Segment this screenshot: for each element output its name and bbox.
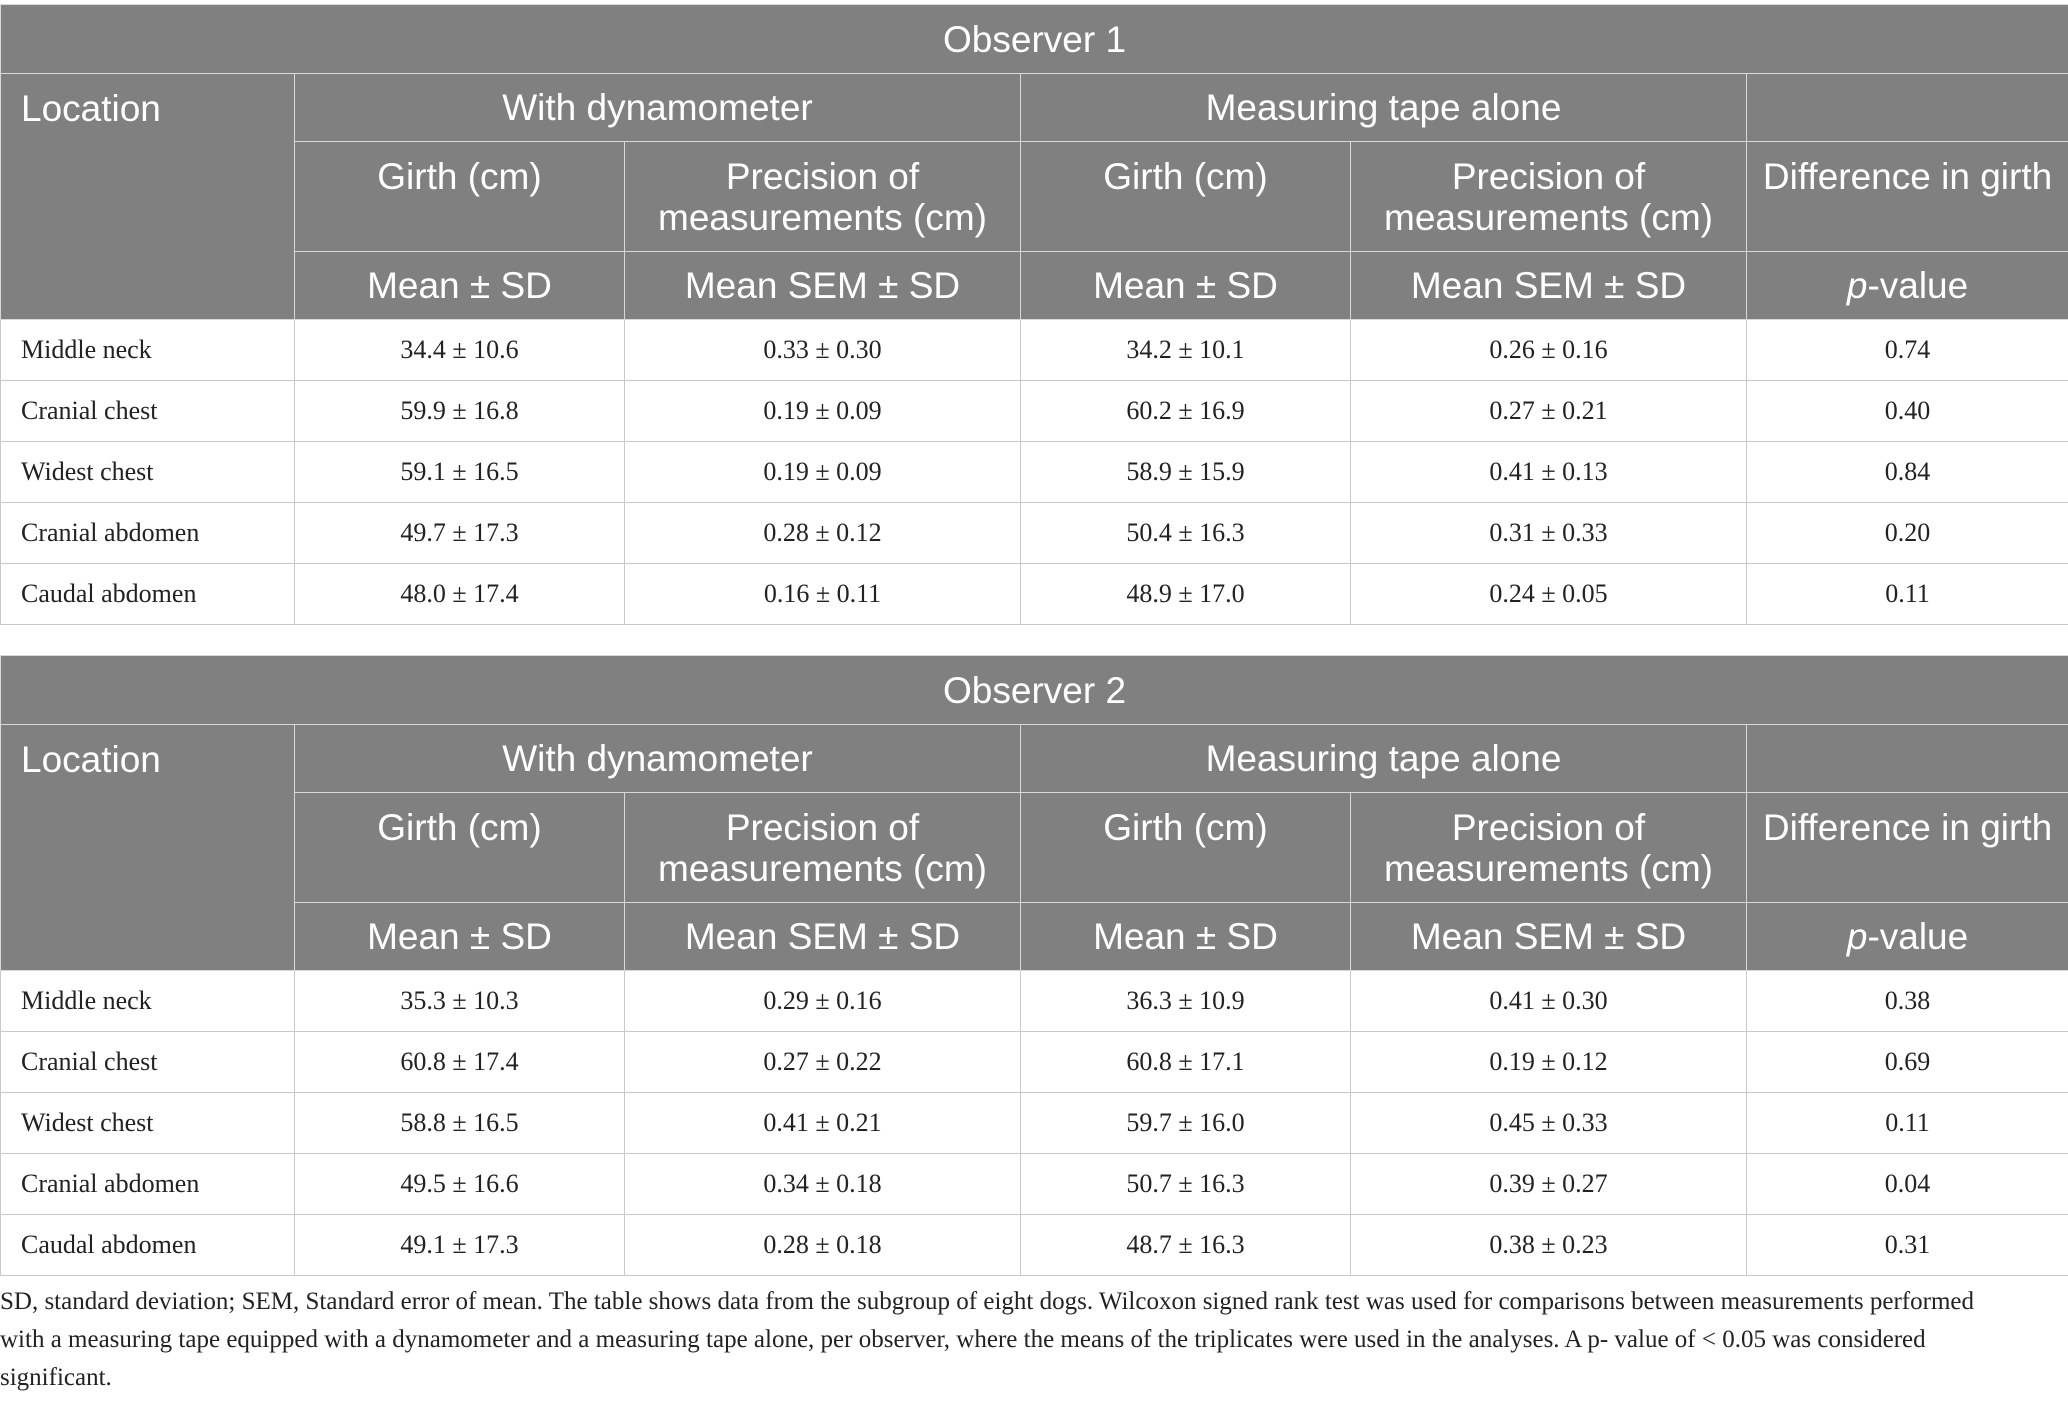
table-row xyxy=(1,1215,2068,1276)
p-value-cell: 0.38 xyxy=(1747,971,2068,1032)
dyn-precision-cell: 0.16 ± 0.11 xyxy=(625,564,1021,625)
p-value-cell: 0.20 xyxy=(1747,503,2068,564)
dyn-girth-cell: 48.0 ± 17.4 xyxy=(295,564,625,625)
mean-sem-sd-header: Mean SEM ± SD xyxy=(1351,252,1747,320)
dyn-girth-cell: 58.8 ± 16.5 xyxy=(295,1093,625,1154)
observer-1-table xyxy=(0,4,2068,625)
table-row xyxy=(1,503,2068,564)
mean-sd-header: Mean ± SD xyxy=(295,903,625,971)
tape-girth-cell: 60.8 ± 17.1 xyxy=(1021,1032,1351,1093)
tape-girth-cell: 34.2 ± 10.1 xyxy=(1021,320,1351,381)
p-value-cell: 0.04 xyxy=(1747,1154,2068,1215)
dyn-precision-cell: 0.41 ± 0.21 xyxy=(625,1093,1021,1154)
table-footnote: SD, standard deviation; SEM, Standard error of mean. The table shows data from the subgroup of eight dogs. Wilcoxon signed rank test was used for comparisons between measurements performed with a measuring tape equipped with a dynamometer and a measuring tape alone, per observer, where the means of the triplicates were used in the analyses. A p- value of < 0.05 was considered significant. xyxy=(0,1288,1974,1391)
mean-sem-sd-header: Mean SEM ± SD xyxy=(625,903,1021,971)
p-value-cell: 0.31 xyxy=(1747,1215,2068,1276)
mean-sem-sd-header: Mean SEM ± SD xyxy=(1351,903,1747,971)
girth-header: Girth (cm) xyxy=(1021,793,1351,903)
p-value-header xyxy=(1747,252,2068,320)
p-value-suffix: -value xyxy=(1867,916,1969,957)
tape-girth-cell: 59.7 ± 16.0 xyxy=(1021,1093,1351,1154)
p-italic: p xyxy=(1846,916,1868,957)
dyn-precision-cell: 0.28 ± 0.12 xyxy=(625,503,1021,564)
p-value-cell: 0.69 xyxy=(1747,1032,2068,1093)
location-cell: Widest chest xyxy=(1,442,295,503)
tape-precision-cell: 0.45 ± 0.33 xyxy=(1351,1093,1747,1154)
tape-girth-cell: 58.9 ± 15.9 xyxy=(1021,442,1351,503)
mean-sem-sd-header: Mean SEM ± SD xyxy=(625,252,1021,320)
dyn-girth-cell: 34.4 ± 10.6 xyxy=(295,320,625,381)
location-cell: Middle neck xyxy=(1,320,295,381)
difference-header: Difference in girth xyxy=(1747,793,2068,903)
location-header: Location xyxy=(1,74,295,320)
dyn-girth-cell: 35.3 ± 10.3 xyxy=(295,971,625,1032)
tape-girth-cell: 48.9 ± 17.0 xyxy=(1021,564,1351,625)
girth-header: Girth (cm) xyxy=(295,793,625,903)
with-dynamometer-header: With dynamometer xyxy=(295,725,1021,793)
with-dynamometer-header: With dynamometer xyxy=(295,74,1021,142)
dyn-girth-cell: 59.9 ± 16.8 xyxy=(295,381,625,442)
empty-header-cell xyxy=(1747,725,2068,793)
empty-header-cell xyxy=(1747,74,2068,142)
mean-sd-header: Mean ± SD xyxy=(1021,252,1351,320)
location-cell: Caudal abdomen xyxy=(1,564,295,625)
tape-precision-cell: 0.31 ± 0.33 xyxy=(1351,503,1747,564)
table-row xyxy=(1,381,2068,442)
dyn-precision-cell: 0.28 ± 0.18 xyxy=(625,1215,1021,1276)
tape-alone-header: Measuring tape alone xyxy=(1021,725,1747,793)
observer-title: Observer 1 xyxy=(1,5,2068,74)
tape-girth-cell: 50.4 ± 16.3 xyxy=(1021,503,1351,564)
dyn-precision-cell: 0.33 ± 0.30 xyxy=(625,320,1021,381)
dyn-girth-cell: 49.7 ± 17.3 xyxy=(295,503,625,564)
tape-girth-cell: 50.7 ± 16.3 xyxy=(1021,1154,1351,1215)
location-cell: Cranial abdomen xyxy=(1,503,295,564)
location-cell: Cranial chest xyxy=(1,381,295,442)
tape-alone-header: Measuring tape alone xyxy=(1021,74,1747,142)
mean-sd-header: Mean ± SD xyxy=(295,252,625,320)
tape-precision-cell: 0.27 ± 0.21 xyxy=(1351,381,1747,442)
table-row xyxy=(1,971,2068,1032)
table-row xyxy=(1,442,2068,503)
location-cell: Cranial abdomen xyxy=(1,1154,295,1215)
girth-header: Girth (cm) xyxy=(295,142,625,252)
tape-precision-cell: 0.39 ± 0.27 xyxy=(1351,1154,1747,1215)
precision-header: Precision of measurements (cm) xyxy=(1351,793,1747,903)
location-cell: Widest chest xyxy=(1,1093,295,1154)
table-row xyxy=(1,1154,2068,1215)
p-value-cell: 0.11 xyxy=(1747,564,2068,625)
p-italic: p xyxy=(1846,265,1868,306)
tape-precision-cell: 0.41 ± 0.30 xyxy=(1351,971,1747,1032)
dyn-girth-cell: 60.8 ± 17.4 xyxy=(295,1032,625,1093)
location-cell: Cranial chest xyxy=(1,1032,295,1093)
location-header: Location xyxy=(1,725,295,971)
location-cell: Caudal abdomen xyxy=(1,1215,295,1276)
tape-precision-cell: 0.41 ± 0.13 xyxy=(1351,442,1747,503)
dyn-girth-cell: 59.1 ± 16.5 xyxy=(295,442,625,503)
tape-girth-cell: 36.3 ± 10.9 xyxy=(1021,971,1351,1032)
dyn-precision-cell: 0.29 ± 0.16 xyxy=(625,971,1021,1032)
table-row xyxy=(1,1093,2068,1154)
table-row xyxy=(1,1032,2068,1093)
observer-2-table xyxy=(0,655,2068,1276)
dyn-girth-cell: 49.1 ± 17.3 xyxy=(295,1215,625,1276)
p-value-cell: 0.84 xyxy=(1747,442,2068,503)
girth-header: Girth (cm) xyxy=(1021,142,1351,252)
p-value-cell: 0.11 xyxy=(1747,1093,2068,1154)
location-cell: Middle neck xyxy=(1,971,295,1032)
dyn-precision-cell: 0.19 ± 0.09 xyxy=(625,442,1021,503)
p-value-cell: 0.40 xyxy=(1747,381,2068,442)
precision-header: Precision of measurements (cm) xyxy=(1351,142,1747,252)
tape-girth-cell: 48.7 ± 16.3 xyxy=(1021,1215,1351,1276)
tape-precision-cell: 0.26 ± 0.16 xyxy=(1351,320,1747,381)
tape-precision-cell: 0.24 ± 0.05 xyxy=(1351,564,1747,625)
tape-girth-cell: 60.2 ± 16.9 xyxy=(1021,381,1351,442)
precision-header: Precision of measurements (cm) xyxy=(625,142,1021,252)
dyn-girth-cell: 49.5 ± 16.6 xyxy=(295,1154,625,1215)
table-row xyxy=(1,564,2068,625)
dyn-precision-cell: 0.34 ± 0.18 xyxy=(625,1154,1021,1215)
precision-header: Precision of measurements (cm) xyxy=(625,793,1021,903)
dyn-precision-cell: 0.27 ± 0.22 xyxy=(625,1032,1021,1093)
p-value-cell: 0.74 xyxy=(1747,320,2068,381)
mean-sd-header: Mean ± SD xyxy=(1021,903,1351,971)
p-value-suffix: -value xyxy=(1867,265,1969,306)
observer-title: Observer 2 xyxy=(1,656,2068,725)
p-value-header xyxy=(1747,903,2068,971)
tape-precision-cell: 0.19 ± 0.12 xyxy=(1351,1032,1747,1093)
tape-precision-cell: 0.38 ± 0.23 xyxy=(1351,1215,1747,1276)
dyn-precision-cell: 0.19 ± 0.09 xyxy=(625,381,1021,442)
difference-header: Difference in girth xyxy=(1747,142,2068,252)
table-row xyxy=(1,320,2068,381)
